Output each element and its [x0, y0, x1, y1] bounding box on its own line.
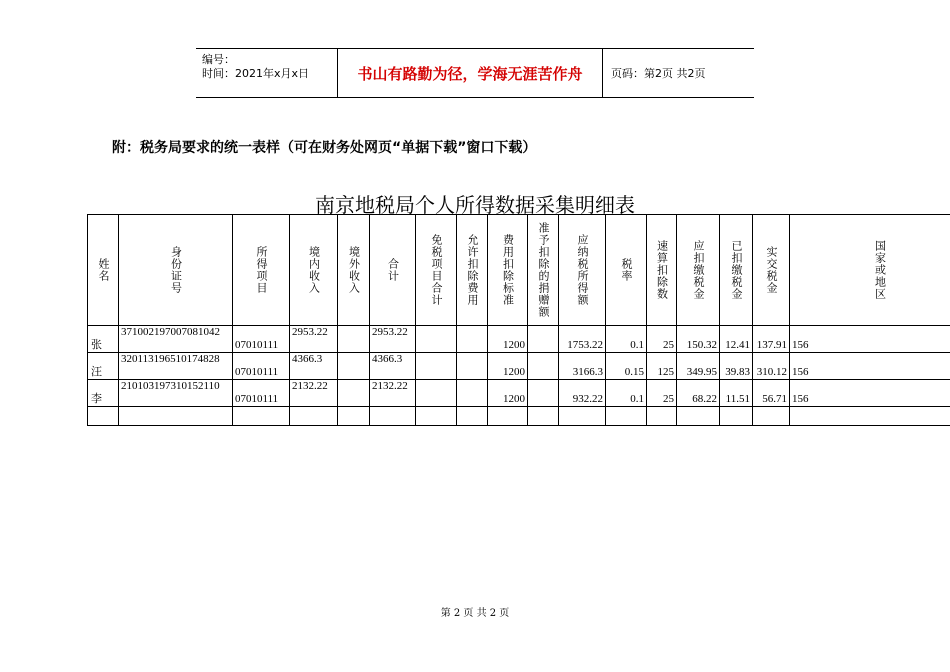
- data-table: [87, 214, 950, 426]
- cell-total: 4366.3: [370, 353, 416, 380]
- cell-donation: [528, 326, 559, 353]
- time-label: 时间：2021年x月x日: [202, 67, 310, 80]
- column-header-label: 准予扣除的捐赠额: [537, 222, 550, 318]
- cell-exempt: [416, 353, 457, 380]
- cell-exempt: [416, 326, 457, 353]
- column-header-label: 所得项目: [255, 246, 268, 294]
- column-header: [720, 215, 753, 326]
- column-header: [290, 215, 338, 326]
- page-indicator: 页码：第2页 共2页: [611, 67, 706, 80]
- cell-name: 张: [88, 326, 119, 353]
- cell-rate: 0.15: [606, 353, 647, 380]
- column-header-label: 境外收入: [347, 246, 361, 294]
- column-header: [753, 215, 790, 326]
- document-header: [196, 48, 754, 98]
- table-row: [88, 353, 950, 380]
- empty-cell: [559, 407, 606, 426]
- cell-rate: 0.1: [606, 380, 647, 407]
- column-header: [233, 215, 290, 326]
- cell-paid: 39.83: [720, 353, 753, 380]
- cell-taxable: 3166.3: [559, 353, 606, 380]
- column-header: [790, 215, 950, 326]
- cell-name: 汪: [88, 353, 119, 380]
- column-header: [528, 215, 559, 326]
- column-header-label: 允许扣除费用: [466, 234, 479, 306]
- empty-row: [88, 407, 950, 426]
- column-header: [416, 215, 457, 326]
- cell-actual: 310.12: [753, 353, 790, 380]
- empty-cell: [290, 407, 338, 426]
- header-meta: [196, 49, 338, 97]
- cell-due: 349.95: [677, 353, 720, 380]
- cell-exempt: [416, 380, 457, 407]
- cell-paid: 12.41: [720, 326, 753, 353]
- cell-domestic: 2953.22: [290, 326, 338, 353]
- cell-item: 07010111: [233, 380, 290, 407]
- cell-actual: 137.91: [753, 326, 790, 353]
- empty-cell: [119, 407, 233, 426]
- cell-actual: 56.71: [753, 380, 790, 407]
- cell-region: 156: [790, 380, 950, 407]
- page-footer: 第 2 页 共 2 页: [440, 608, 510, 619]
- column-header: [88, 215, 119, 326]
- table-header-row: [88, 215, 950, 326]
- table-row: [88, 326, 950, 353]
- cell-item: 07010111: [233, 353, 290, 380]
- cell-id: 371002197007081042: [119, 326, 233, 353]
- cell-foreign: [338, 353, 370, 380]
- cell-id: 210103197310152110: [119, 380, 233, 407]
- column-header-label: 免税项目合计: [430, 234, 443, 306]
- cell-allowed: [457, 326, 488, 353]
- empty-cell: [790, 407, 950, 426]
- column-header: [338, 215, 370, 326]
- cell-donation: [528, 380, 559, 407]
- cell-taxable: 932.22: [559, 380, 606, 407]
- cell-quick: 25: [647, 380, 677, 407]
- cell-name: 李: [88, 380, 119, 407]
- empty-cell: [606, 407, 647, 426]
- column-header-label: 应纳税所得额: [576, 234, 589, 306]
- attachment-note: 附：税务局要求的统一表样（可在财务处网页“单据下载”窗口下载）: [112, 140, 537, 156]
- empty-cell: [233, 407, 290, 426]
- cell-allowed: [457, 380, 488, 407]
- column-header-label: 身份证号: [169, 246, 183, 294]
- header-slogan: 书山有路勤为径，学海无涯苦作舟: [338, 49, 603, 97]
- empty-cell: [753, 407, 790, 426]
- column-header: [606, 215, 647, 326]
- column-header-label: 已扣缴税金: [730, 240, 743, 300]
- empty-cell: [677, 407, 720, 426]
- column-header: [677, 215, 720, 326]
- cell-total: 2132.22: [370, 380, 416, 407]
- cell-rate: 0.1: [606, 326, 647, 353]
- cell-domestic: 2132.22: [290, 380, 338, 407]
- empty-cell: [647, 407, 677, 426]
- column-header-label: 姓名: [97, 258, 110, 282]
- empty-cell: [457, 407, 488, 426]
- cell-due: 150.32: [677, 326, 720, 353]
- cell-quick: 125: [647, 353, 677, 380]
- column-header: [647, 215, 677, 326]
- empty-cell: [488, 407, 528, 426]
- empty-cell: [338, 407, 370, 426]
- column-header-label: 境内收入: [307, 246, 321, 294]
- cell-id: 320113196510174828: [119, 353, 233, 380]
- cell-quick: 25: [647, 326, 677, 353]
- column-header-label: 应扣缴税金: [692, 240, 705, 300]
- cell-region: 156: [790, 326, 950, 353]
- empty-cell: [370, 407, 416, 426]
- empty-cell: [720, 407, 753, 426]
- column-header-label: 实交税金: [765, 246, 778, 294]
- column-header-label: 国家或地区: [873, 240, 887, 300]
- table-row: [88, 380, 950, 407]
- table-title: 南京地税局个人所得数据采集明细表: [315, 193, 635, 217]
- empty-cell: [528, 407, 559, 426]
- cell-standard: 1200: [488, 353, 528, 380]
- cell-standard: 1200: [488, 380, 528, 407]
- cell-paid: 11.51: [720, 380, 753, 407]
- cell-allowed: [457, 353, 488, 380]
- cell-domestic: 4366.3: [290, 353, 338, 380]
- column-header: [370, 215, 416, 326]
- number-label: 编号：: [202, 53, 235, 66]
- cell-item: 07010111: [233, 326, 290, 353]
- cell-taxable: 1753.22: [559, 326, 606, 353]
- cell-donation: [528, 353, 559, 380]
- cell-foreign: [338, 380, 370, 407]
- cell-total: 2953.22: [370, 326, 416, 353]
- column-header: [559, 215, 606, 326]
- column-header-label: 合计: [386, 258, 400, 282]
- column-header-label: 税率: [620, 258, 633, 282]
- empty-cell: [88, 407, 119, 426]
- column-header-label: 速算扣除数: [655, 240, 669, 300]
- column-header: [119, 215, 233, 326]
- cell-foreign: [338, 326, 370, 353]
- column-header-label: 费用扣除标准: [501, 234, 515, 306]
- empty-cell: [416, 407, 457, 426]
- cell-due: 68.22: [677, 380, 720, 407]
- column-header: [457, 215, 488, 326]
- column-header: [488, 215, 528, 326]
- cell-region: 156: [790, 353, 950, 380]
- cell-standard: 1200: [488, 326, 528, 353]
